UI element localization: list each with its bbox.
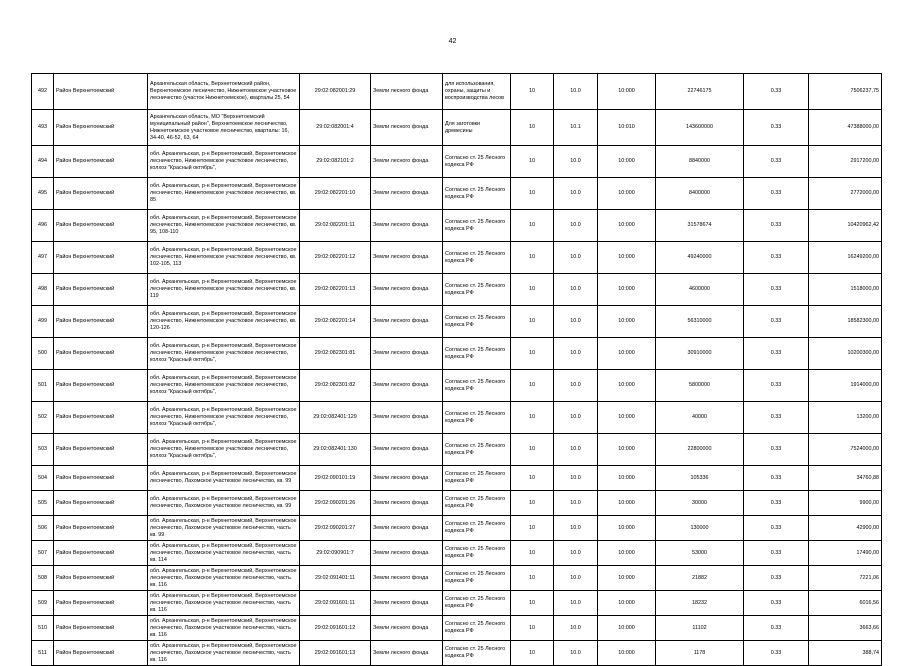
- value-a-cell: 10: [511, 402, 554, 434]
- cadastral-number-cell: 29:02:082401:129: [300, 402, 371, 434]
- cadastral-number-cell: 29:02:082101:2: [300, 146, 371, 178]
- value-a-cell: 10: [511, 370, 554, 402]
- land-category-cell: Земли лесного фонда: [371, 402, 443, 434]
- value-a-cell: 10: [511, 566, 554, 591]
- row-number: 494: [32, 146, 54, 178]
- address-cell: обл. Архангельская, р-н Верхнетоемский, Верхнетоемское лесничество, Лахомское участковое лесничество, часть кв. 116: [148, 591, 300, 616]
- district-cell: Район Верхнетоемский: [54, 146, 148, 178]
- cadastral-number-cell: 29:02:082301:81: [300, 338, 371, 370]
- cadastral-number-cell: 29:02:090901:7: [300, 541, 371, 566]
- area-cell: 8400000: [656, 178, 744, 210]
- area-cell: 105336: [656, 466, 744, 491]
- value-c-cell: 10:000: [598, 491, 656, 516]
- permitted-use-cell: Для заготовки древесины: [443, 110, 511, 146]
- area-cell: 31578674: [656, 210, 744, 242]
- area-cell: 143600000: [656, 110, 744, 146]
- district-cell: Район Верхнетоемский: [54, 434, 148, 466]
- amount-cell: 13200,00: [809, 402, 882, 434]
- value-c-cell: 10:000: [598, 466, 656, 491]
- row-number: 498: [32, 274, 54, 306]
- value-c-cell: 10:000: [598, 516, 656, 541]
- amount-cell: 7524000,00: [809, 434, 882, 466]
- row-number: 510: [32, 616, 54, 641]
- district-cell: Район Верхнетоемский: [54, 516, 148, 541]
- rate-cell: 0.33: [744, 274, 809, 306]
- amount-cell: 17490,00: [809, 541, 882, 566]
- permitted-use-cell: для использования, охраны, защиты и воспроизводства лесов: [443, 74, 511, 110]
- district-cell: Район Верхнетоемский: [54, 566, 148, 591]
- amount-cell: 7506237,75: [809, 74, 882, 110]
- amount-cell: 10200300,00: [809, 338, 882, 370]
- amount-cell: 6016,56: [809, 591, 882, 616]
- value-c-cell: 10:000: [598, 641, 656, 666]
- cadastral-number-cell: 29:02:090201:27: [300, 516, 371, 541]
- area-cell: 4600000: [656, 274, 744, 306]
- district-cell: Район Верхнетоемский: [54, 242, 148, 274]
- value-b-cell: 10.0: [554, 146, 598, 178]
- row-number: 508: [32, 566, 54, 591]
- rate-cell: 0.33: [744, 178, 809, 210]
- rate-cell: 0.33: [744, 491, 809, 516]
- rate-cell: 0.33: [744, 74, 809, 110]
- cadastral-number-cell: 29:02:090201:26: [300, 491, 371, 516]
- address-cell: обл. Архангельская, р-н Верхнетоемский, Верхнетоемское лесничество, Нижнетоемское участковое лесничество, кв. 119: [148, 274, 300, 306]
- land-category-cell: Земли лесного фонда: [371, 370, 443, 402]
- table-row: [32, 306, 882, 338]
- permitted-use-cell: Согласно ст. 25 Лесного кодекса РФ: [443, 516, 511, 541]
- table-row: [32, 338, 882, 370]
- row-number: 501: [32, 370, 54, 402]
- district-cell: Район Верхнетоемский: [54, 466, 148, 491]
- land-category-cell: Земли лесного фонда: [371, 110, 443, 146]
- value-a-cell: 10: [511, 274, 554, 306]
- address-cell: обл. Архангельская, р-н Верхнетоемский, Верхнетоемское лесничество, Лахомское участковое лесничество, часть кв. 114: [148, 541, 300, 566]
- land-category-cell: Земли лесного фонда: [371, 616, 443, 641]
- row-number: 505: [32, 491, 54, 516]
- permitted-use-cell: Согласно ст. 25 Лесного кодекса РФ: [443, 616, 511, 641]
- table-row: [32, 242, 882, 274]
- value-c-cell: 10:000: [598, 274, 656, 306]
- table-row: [32, 616, 882, 641]
- value-b-cell: 10.1: [554, 110, 598, 146]
- value-b-cell: 10.0: [554, 338, 598, 370]
- value-b-cell: 10.0: [554, 178, 598, 210]
- permitted-use-cell: Согласно ст. 25 Лесного кодекса РФ: [443, 434, 511, 466]
- value-a-cell: 10: [511, 306, 554, 338]
- value-c-cell: 10:010: [598, 110, 656, 146]
- land-category-cell: Земли лесного фонда: [371, 516, 443, 541]
- permitted-use-cell: Согласно ст. 25 Лесного кодекса РФ: [443, 370, 511, 402]
- cadastral-number-cell: 29:02:082201:13: [300, 274, 371, 306]
- value-a-cell: 10: [511, 178, 554, 210]
- value-a-cell: 10: [511, 616, 554, 641]
- land-category-cell: Земли лесного фонда: [371, 146, 443, 178]
- value-b-cell: 10.0: [554, 306, 598, 338]
- area-cell: 56310000: [656, 306, 744, 338]
- row-number: 507: [32, 541, 54, 566]
- table-row: [32, 210, 882, 242]
- cadastral-number-cell: 29:02:082001:4: [300, 110, 371, 146]
- value-a-cell: 10: [511, 434, 554, 466]
- table-row: [32, 566, 882, 591]
- row-number: 499: [32, 306, 54, 338]
- land-category-cell: Земли лесного фонда: [371, 306, 443, 338]
- table-row: [32, 516, 882, 541]
- area-cell: 8840000: [656, 146, 744, 178]
- value-a-cell: 10: [511, 146, 554, 178]
- address-cell: обл. Архангельская, р-н Верхнетоемский, Верхнетоемское лесничество, Нижнетоемское участковое лесничество, колхоз "Красный октябрь",: [148, 402, 300, 434]
- land-category-cell: Земли лесного фонда: [371, 178, 443, 210]
- district-cell: Район Верхнетоемский: [54, 541, 148, 566]
- table-row: [32, 146, 882, 178]
- cadastral-number-cell: 29:02:091401:11: [300, 566, 371, 591]
- district-cell: Район Верхнетоемский: [54, 591, 148, 616]
- address-cell: обл. Архангельская, р-н Верхнетоемский, Верхнетоемское лесничество, Лахомское участковое лесничество, кв. 99: [148, 491, 300, 516]
- row-number: 497: [32, 242, 54, 274]
- address-cell: обл. Архангельская, р-н Верхнетоемский, Верхнетоемское лесничество, Нижнетоемское участковое лесничество, кв. 85: [148, 178, 300, 210]
- district-cell: Район Верхнетоемский: [54, 178, 148, 210]
- land-category-cell: Земли лесного фонда: [371, 434, 443, 466]
- value-b-cell: 10.0: [554, 210, 598, 242]
- value-b-cell: 10.0: [554, 566, 598, 591]
- district-cell: Район Верхнетоемский: [54, 491, 148, 516]
- amount-cell: 42900,00: [809, 516, 882, 541]
- rate-cell: 0.33: [744, 616, 809, 641]
- table-row: [32, 370, 882, 402]
- row-number: 492: [32, 74, 54, 110]
- rate-cell: 0.33: [744, 402, 809, 434]
- amount-cell: 2772000,00: [809, 178, 882, 210]
- cadastral-number-cell: 29:02:082201:14: [300, 306, 371, 338]
- page-number: 42: [448, 38, 457, 45]
- value-c-cell: 10:000: [598, 591, 656, 616]
- value-b-cell: 10.0: [554, 541, 598, 566]
- permitted-use-cell: Согласно ст. 25 Лесного кодекса РФ: [443, 591, 511, 616]
- cadastral-number-cell: 29:02:082401:130: [300, 434, 371, 466]
- cadastral-number-cell: 29:02:082201:12: [300, 242, 371, 274]
- table-row: [32, 74, 882, 110]
- address-cell: обл. Архангельская, р-н Верхнетоемский, Верхнетоемское лесничество, Лахомское участковое лесничество, часть кв. 116: [148, 616, 300, 641]
- area-cell: 22800000: [656, 434, 744, 466]
- rate-cell: 0.33: [744, 591, 809, 616]
- value-a-cell: 10: [511, 541, 554, 566]
- rate-cell: 0.33: [744, 434, 809, 466]
- value-b-cell: 10.0: [554, 274, 598, 306]
- land-category-cell: Земли лесного фонда: [371, 210, 443, 242]
- rate-cell: 0.33: [744, 516, 809, 541]
- land-parcels-table: [31, 73, 882, 666]
- table-row: [32, 274, 882, 306]
- table-row: [32, 641, 882, 666]
- amount-cell: 3663,66: [809, 616, 882, 641]
- address-cell: обл. Архангельская, р-н Верхнетоемский, Верхнетоемское лесничество, Нижнетоемское участковое лесничество, кв. 120-126: [148, 306, 300, 338]
- rate-cell: 0.33: [744, 338, 809, 370]
- cadastral-number-cell: 29:02:091601:12: [300, 616, 371, 641]
- permitted-use-cell: Согласно ст. 25 Лесного кодекса РФ: [443, 338, 511, 370]
- table-row: [32, 434, 882, 466]
- permitted-use-cell: Согласно ст. 25 Лесного кодекса РФ: [443, 210, 511, 242]
- address-cell: обл. Архангельская, р-н Верхнетоемский, Верхнетоемское лесничество, Нижнетоемское участковое лесничество, кв. 95, 108-110: [148, 210, 300, 242]
- row-number: 509: [32, 591, 54, 616]
- address-cell: обл. Архангельская, р-н Верхнетоемский, Верхнетоемское лесничество, Лахомское участковое лесничество, часть кв. 99: [148, 516, 300, 541]
- district-cell: Район Верхнетоемский: [54, 641, 148, 666]
- value-b-cell: 10.0: [554, 491, 598, 516]
- area-cell: 30000: [656, 491, 744, 516]
- value-a-cell: 10: [511, 338, 554, 370]
- value-c-cell: 10:000: [598, 146, 656, 178]
- value-a-cell: 10: [511, 591, 554, 616]
- value-b-cell: 10.0: [554, 516, 598, 541]
- row-number: 503: [32, 434, 54, 466]
- value-b-cell: 10.0: [554, 616, 598, 641]
- value-c-cell: 10:000: [598, 178, 656, 210]
- value-a-cell: 10: [511, 641, 554, 666]
- value-a-cell: 10: [511, 210, 554, 242]
- rate-cell: 0.33: [744, 210, 809, 242]
- value-a-cell: 10: [511, 110, 554, 146]
- permitted-use-cell: Согласно ст. 25 Лесного кодекса РФ: [443, 466, 511, 491]
- cadastral-number-cell: 29:02:082201:10: [300, 178, 371, 210]
- row-number: 511: [32, 641, 54, 666]
- amount-cell: 10420962,42: [809, 210, 882, 242]
- land-category-cell: Земли лесного фонда: [371, 591, 443, 616]
- area-cell: 49240000: [656, 242, 744, 274]
- rate-cell: 0.33: [744, 242, 809, 274]
- district-cell: Район Верхнетоемский: [54, 110, 148, 146]
- value-b-cell: 10.0: [554, 74, 598, 110]
- permitted-use-cell: Согласно ст. 25 Лесного кодекса РФ: [443, 178, 511, 210]
- value-c-cell: 10:000: [598, 210, 656, 242]
- district-cell: Район Верхнетоемский: [54, 616, 148, 641]
- amount-cell: 2917200,00: [809, 146, 882, 178]
- permitted-use-cell: Согласно ст. 25 Лесного кодекса РФ: [443, 491, 511, 516]
- area-cell: 18232: [656, 591, 744, 616]
- address-cell: обл. Архангельская, р-н Верхнетоемский, Верхнетоемское лесничество, Лахомское участковое лесничество, часть кв. 116: [148, 641, 300, 666]
- rate-cell: 0.33: [744, 370, 809, 402]
- district-cell: Район Верхнетоемский: [54, 370, 148, 402]
- land-category-cell: Земли лесного фонда: [371, 242, 443, 274]
- district-cell: Район Верхнетоемский: [54, 74, 148, 110]
- rate-cell: 0.33: [744, 641, 809, 666]
- permitted-use-cell: Согласно ст. 25 Лесного кодекса РФ: [443, 274, 511, 306]
- land-category-cell: Земли лесного фонда: [371, 338, 443, 370]
- table-row: [32, 402, 882, 434]
- district-cell: Район Верхнетоемский: [54, 402, 148, 434]
- land-category-cell: Земли лесного фонда: [371, 541, 443, 566]
- value-c-cell: 10:000: [598, 566, 656, 591]
- area-cell: 21882: [656, 566, 744, 591]
- area-cell: 53000: [656, 541, 744, 566]
- permitted-use-cell: Согласно ст. 25 Лесного кодекса РФ: [443, 566, 511, 591]
- value-b-cell: 10.0: [554, 466, 598, 491]
- cadastral-number-cell: 29:02:082001:29: [300, 74, 371, 110]
- value-c-cell: 10:000: [598, 306, 656, 338]
- amount-cell: 9900,00: [809, 491, 882, 516]
- address-cell: Архангельская область, МО "Верхнетоемский муниципальный район", Верхнетоемское лесничество, Нижнетоемское участковое лесничество, кварталы: 16, 34-40, 46-52, 63, 64: [148, 110, 300, 146]
- value-b-cell: 10.0: [554, 591, 598, 616]
- district-cell: Район Верхнетоемский: [54, 274, 148, 306]
- value-b-cell: 10.0: [554, 242, 598, 274]
- value-b-cell: 10.0: [554, 641, 598, 666]
- value-a-cell: 10: [511, 516, 554, 541]
- permitted-use-cell: Согласно ст. 25 Лесного кодекса РФ: [443, 641, 511, 666]
- rate-cell: 0.33: [744, 541, 809, 566]
- value-b-cell: 10.0: [554, 434, 598, 466]
- value-c-cell: 10:000: [598, 402, 656, 434]
- table-row: [32, 491, 882, 516]
- area-cell: 30910000: [656, 338, 744, 370]
- address-cell: обл. Архангельская, р-н Верхнетоемский, Верхнетоемское лесничество, Нижнетоемское участковое лесничество, кв. 102-105, 113: [148, 242, 300, 274]
- area-cell: 5800000: [656, 370, 744, 402]
- row-number: 495: [32, 178, 54, 210]
- rate-cell: 0.33: [744, 146, 809, 178]
- land-category-cell: Земли лесного фонда: [371, 466, 443, 491]
- row-number: 500: [32, 338, 54, 370]
- value-a-cell: 10: [511, 242, 554, 274]
- address-cell: обл. Архангельская, р-н Верхнетоемский, Верхнетоемское лесничество, Нижнетоемское участковое лесничество, колхоз "Красный октябрь",: [148, 370, 300, 402]
- district-cell: Район Верхнетоемский: [54, 210, 148, 242]
- cadastral-number-cell: 29:02:091601:13: [300, 641, 371, 666]
- table-row: [32, 541, 882, 566]
- address-cell: обл. Архангельская, р-н Верхнетоемский, Верхнетоемское лесничество, Нижнетоемское участковое лесничество, колхоз "Красный октябрь",: [148, 338, 300, 370]
- value-c-cell: 10:000: [598, 338, 656, 370]
- address-cell: обл. Архангельская, р-н Верхнетоемский, Верхнетоемское лесничество, Нижнетоемское участковое лесничество, колхоз "Красный октябрь",: [148, 434, 300, 466]
- permitted-use-cell: Согласно ст. 25 Лесного кодекса РФ: [443, 402, 511, 434]
- row-number: 506: [32, 516, 54, 541]
- permitted-use-cell: Согласно ст. 25 Лесного кодекса РФ: [443, 146, 511, 178]
- table-row: [32, 466, 882, 491]
- address-cell: Архангельская область, Верхнетоемский район, Верхнетоемское лесничество, Нижнетоемское участковое лесничество (участок Нижнетоемское), кварталы 25, 54: [148, 74, 300, 110]
- amount-cell: 388,74: [809, 641, 882, 666]
- table-row: [32, 178, 882, 210]
- rate-cell: 0.33: [744, 466, 809, 491]
- cadastral-number-cell: 29:02:082201:11: [300, 210, 371, 242]
- rate-cell: 0.33: [744, 306, 809, 338]
- area-cell: 40000: [656, 402, 744, 434]
- amount-cell: 16249200,00: [809, 242, 882, 274]
- amount-cell: 47388000,00: [809, 110, 882, 146]
- value-c-cell: 10:000: [598, 370, 656, 402]
- row-number: 504: [32, 466, 54, 491]
- value-c-cell: 10:000: [598, 616, 656, 641]
- district-cell: Район Верхнетоемский: [54, 338, 148, 370]
- permitted-use-cell: Согласно ст. 25 Лесного кодекса РФ: [443, 242, 511, 274]
- cadastral-number-cell: 29:02:082301:82: [300, 370, 371, 402]
- cadastral-number-cell: 29:02:090101:19: [300, 466, 371, 491]
- amount-cell: 1914000,00: [809, 370, 882, 402]
- amount-cell: 34760,88: [809, 466, 882, 491]
- area-cell: 11102: [656, 616, 744, 641]
- table-row: [32, 110, 882, 146]
- address-cell: обл. Архангельская, р-н Верхнетоемский, Верхнетоемское лесничество, Нижнетоемское участковое лесничество, колхоз "Красный октябрь",: [148, 146, 300, 178]
- value-b-cell: 10.0: [554, 370, 598, 402]
- land-category-cell: Земли лесного фонда: [371, 491, 443, 516]
- table-row: [32, 591, 882, 616]
- land-category-cell: Земли лесного фонда: [371, 274, 443, 306]
- permitted-use-cell: Согласно ст. 25 Лесного кодекса РФ: [443, 306, 511, 338]
- address-cell: обл. Архангельская, р-н Верхнетоемский, Верхнетоемское лесничество, Лахомское участковое лесничество, часть кв. 116: [148, 566, 300, 591]
- amount-cell: 18582300,00: [809, 306, 882, 338]
- area-cell: 1178: [656, 641, 744, 666]
- rate-cell: 0.33: [744, 566, 809, 591]
- amount-cell: 1518000,00: [809, 274, 882, 306]
- row-number: 496: [32, 210, 54, 242]
- row-number: 502: [32, 402, 54, 434]
- row-number: 493: [32, 110, 54, 146]
- land-category-cell: Земли лесного фонда: [371, 641, 443, 666]
- land-category-cell: Земли лесного фонда: [371, 74, 443, 110]
- area-cell: 130000: [656, 516, 744, 541]
- district-cell: Район Верхнетоемский: [54, 306, 148, 338]
- permitted-use-cell: Согласно ст. 25 Лесного кодекса РФ: [443, 541, 511, 566]
- land-category-cell: Земли лесного фонда: [371, 566, 443, 591]
- value-a-cell: 10: [511, 466, 554, 491]
- value-a-cell: 10: [511, 491, 554, 516]
- value-c-cell: 10:000: [598, 541, 656, 566]
- value-b-cell: 10.0: [554, 402, 598, 434]
- value-a-cell: 10: [511, 74, 554, 110]
- value-c-cell: 10:000: [598, 242, 656, 274]
- value-c-cell: 10:000: [598, 74, 656, 110]
- area-cell: 22746175: [656, 74, 744, 110]
- amount-cell: 7221,06: [809, 566, 882, 591]
- rate-cell: 0.33: [744, 110, 809, 146]
- value-c-cell: 10:000: [598, 434, 656, 466]
- address-cell: обл. Архангельская, р-н Верхнетоемский, Верхнетоемское лесничество, Лахомское участковое лесничество, кв. 99: [148, 466, 300, 491]
- cadastral-number-cell: 29:02:091601:11: [300, 591, 371, 616]
